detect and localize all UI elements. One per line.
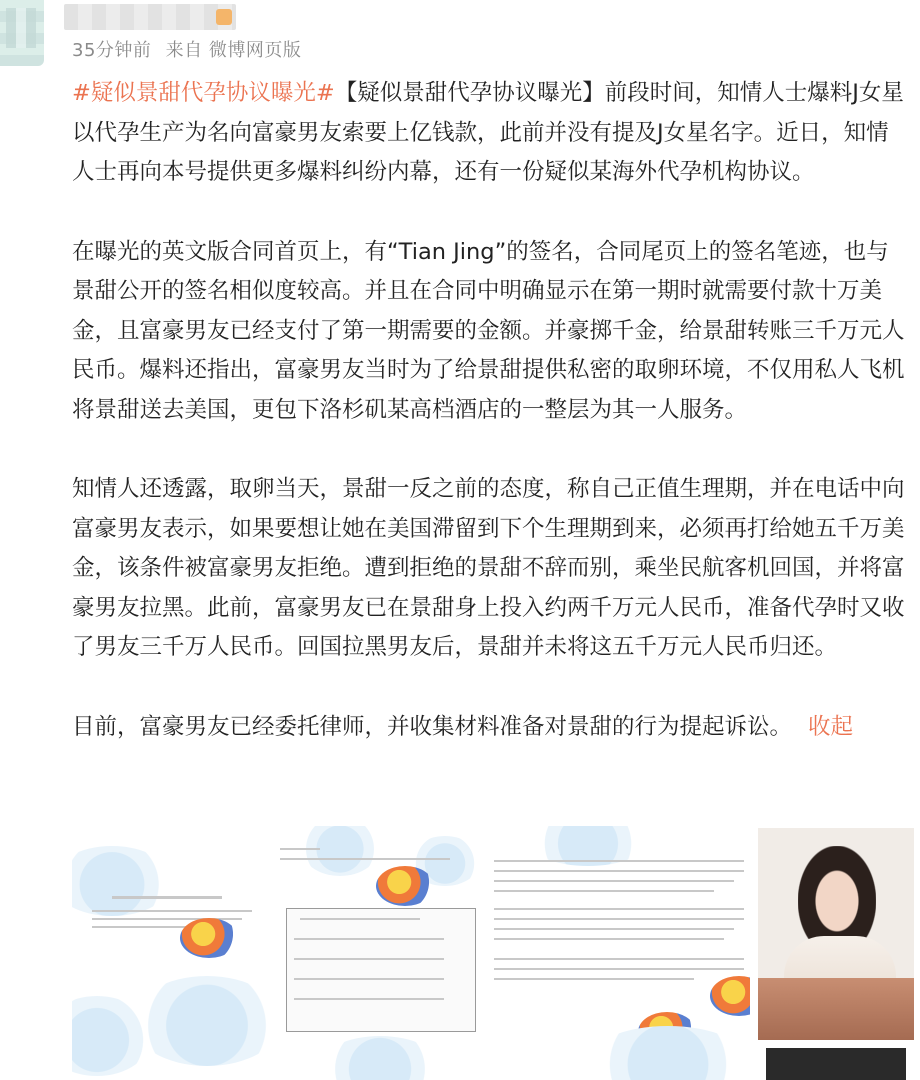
post-body [72,74,908,787]
image-thumbnail-contract-2[interactable] [280,826,480,1080]
post-header [0,0,920,70]
image-thumbnail-photo[interactable] [758,828,914,1040]
image-thumbnail-contract-3[interactable] [488,826,750,1080]
paragraph-4 [72,708,908,748]
image-gallery [72,826,920,1080]
post-source: 来自 微博网页版 [165,40,302,61]
paragraph-2: 在曝光的英文版合同首页上，有“Tian Jing”的签名，合同尾页上的签名笔迹，也与景甜公开的签名相似度较高。并且在合同中明确显示在第一期时就需要付款十万美金，且富豪男友已经支付了第一期需要的金额。并豪掷千金，给景甜转账三千万元人民币。爆料还指出，富豪男友当时为了给景甜提供私密的取卵环境，不仅用私人飞机将景甜送去美国，更包下洛杉矶某高档酒店的一整层为其一人服务。 [72,238,905,423]
image-thumbnail-photo-2[interactable] [766,1048,906,1080]
image-thumbnail-contract-1[interactable] [72,826,272,1080]
paragraph-3: 知情人还透露，取卵当天，景甜一反之前的态度，称自己正值生理期，并在电话中向富豪男友表示，如果要想让她在美国滞留到下个生理期到来，必须再打给她五千万美金，该条件被富豪男友拒绝。遭到拒绝的景甜不辞而别，乘坐民航客机回国，并将富豪男友拉黑。此前，富豪男友已在景甜身上投入约两千万元人民币，准备代孕时又收了男友三千万人民币。回国拉黑男友后，景甜并未将这五千万元人民币归还。 [72,476,905,660]
paragraph-1-text: 【疑似景甜代孕协议曝光】前段时间，知情人士爆料J女星以代孕生产为名向富豪男友索要上亿钱款，此前并没有提及J女星名字。近日，知情人士再向本号提供更多爆料纠纷内幕，还有一份疑似某海外代孕机构协议。 [72,80,904,185]
paragraph-1 [72,74,908,193]
post-meta [72,36,309,62]
username-blurred[interactable] [64,4,236,30]
hashtag-link[interactable]: #疑似景甜代孕协议曝光# [72,80,335,106]
person-photo [798,846,876,946]
avatar[interactable] [0,0,44,66]
paragraph-4-text: 目前，富豪男友已经委托律师，并收集材料准备对景甜的行为提起诉讼。 [72,713,793,740]
post-time[interactable]: 35分钟前 [72,40,152,61]
collapse-link[interactable]: 收起 [808,713,854,740]
